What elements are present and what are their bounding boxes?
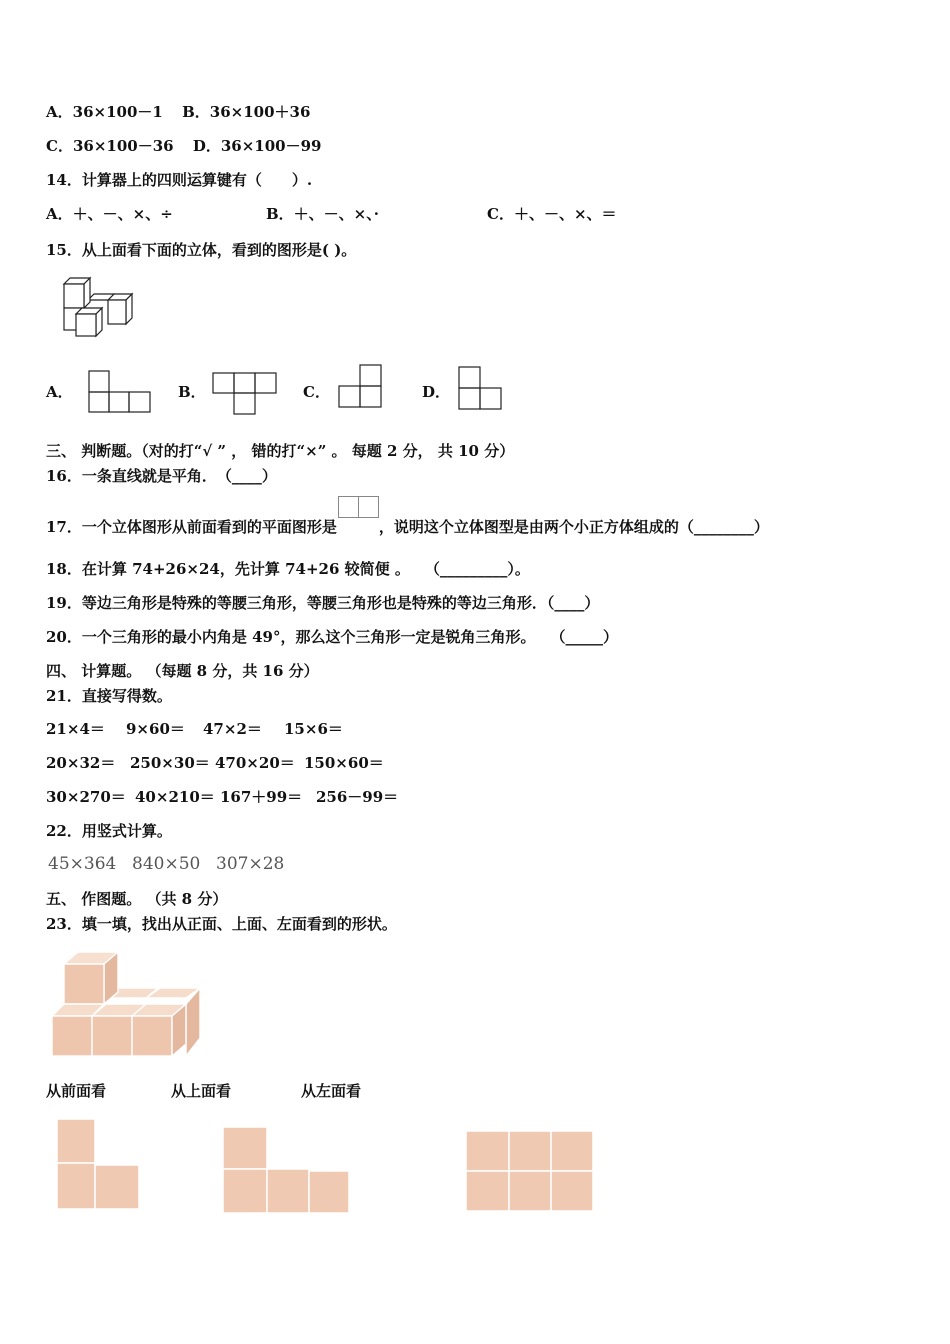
q13-options-row2 [46, 136, 321, 156]
q15-option-b-label: B． [178, 383, 206, 401]
q13-option-c: C．36×100－36 [46, 137, 174, 155]
q21-stem: 21．直接写得数。 [46, 687, 172, 705]
q17-text-before: 17．一个立体图形从前面看到的平面图形是 [46, 518, 337, 536]
q19: 19．等边三角形是特殊的等腰三角形，等腰三角形也是特殊的等边三角形．（____） [46, 594, 600, 612]
q23-block-figure [48, 948, 208, 1060]
q22-stem: 22．用竖式计算。 [46, 822, 172, 840]
q15-option-a-figure [88, 370, 152, 414]
q13-option-d: D．36×100－99 [192, 137, 322, 155]
q23-left-view [465, 1130, 595, 1214]
q13-option-a: A．36×100－1 [46, 103, 163, 121]
section3-heading: 三、 判断题。（对的打“√ ” ， 错的打“×” 。 每题 2 分， 共 10 分） [46, 442, 515, 460]
q14-option-a: A．＋、－、×、÷ [46, 205, 173, 223]
q23-label-front: 从前面看 [46, 1082, 107, 1100]
q21-row2 [46, 753, 384, 773]
q21-item: 150×60＝ [304, 754, 384, 772]
q15-option-d-figure [458, 366, 504, 412]
q22-item: 307×28 [216, 854, 285, 874]
q21-row3 [46, 787, 398, 807]
section5-heading: 五、 作图题。 （共 8 分） [46, 890, 228, 908]
q21-item: 40×210＝ [135, 788, 215, 806]
q22-item: 840×50 [132, 854, 201, 874]
q14-stem: 14．计算器上的四则运算键有（ ）. [46, 171, 313, 189]
q22-items [48, 854, 284, 874]
q21-item: 47×2＝ [203, 720, 262, 738]
q15-option-c-label: C． [303, 383, 330, 401]
q23-front-view [56, 1118, 142, 1212]
q17-two-squares-figure [338, 496, 380, 520]
q21-row1 [46, 719, 343, 739]
q21-item: 250×30＝ [130, 754, 210, 772]
q23-stem: 23．填一填，找出从正面、上面、左面看到的形状。 [46, 915, 397, 933]
q15-stem: 15．从上面看下面的立体，看到的图形是( )。 [46, 241, 357, 259]
q14-option-b: B．＋、－、×、· [266, 205, 379, 223]
q23-label-top: 从上面看 [171, 1082, 232, 1100]
q15-option-d-label: D． [422, 383, 451, 401]
q23-label-left: 从左面看 [301, 1082, 362, 1100]
q21-item: 30×270＝ [46, 788, 126, 806]
q23-top-view [222, 1126, 352, 1216]
q21-item: 9×60＝ [126, 720, 185, 738]
q17 [46, 512, 769, 537]
q16: 16．一条直线就是平角． （____） [46, 467, 277, 485]
q15-cube-figure [60, 276, 140, 338]
q20: 20．一个三角形的最小内角是 49°，那么这个三角形一定是锐角三角形。 （_____） [46, 628, 618, 646]
q18: 18．在计算 74+26×24，先计算 74+26 较简便 。 （_________）。 [46, 560, 530, 578]
q21-item: 470×20＝ [215, 754, 295, 772]
q17-text-after: ，说明这个立体图型是由两个小正方体组成的（________） [378, 518, 769, 536]
q21-item: 15×6＝ [284, 720, 343, 738]
q15-option-a-label: A． [46, 383, 73, 401]
q13-options-row1 [46, 102, 310, 122]
q17-two-squares [337, 512, 379, 532]
section4-heading: 四、 计算题。 （每题 8 分，共 16 分） [46, 662, 319, 680]
q14-option-c: C．＋、－、×、＝ [487, 205, 617, 223]
q21-item: 256－99＝ [316, 788, 399, 806]
q15-option-b-figure [212, 372, 278, 416]
q21-item: 167＋99＝ [220, 788, 303, 806]
q22-item: 45×364 [48, 854, 117, 874]
q21-item: 21×4＝ [46, 720, 105, 738]
q13-option-b: B．36×100＋36 [182, 103, 311, 121]
q15-option-c-figure [338, 364, 384, 410]
q21-item: 20×32＝ [46, 754, 116, 772]
